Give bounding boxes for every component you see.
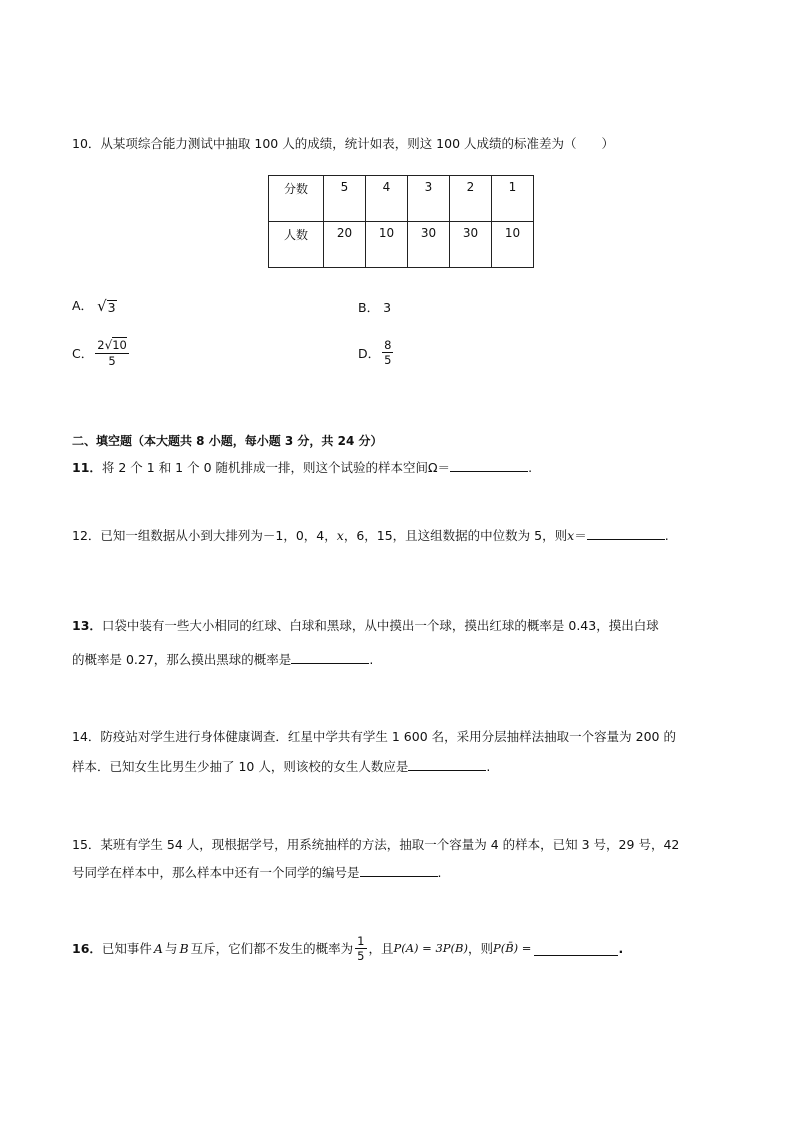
table-cell-header: 人数 bbox=[269, 222, 324, 268]
var-x: x bbox=[336, 528, 344, 543]
q16-text-c: 互斥，它们都不发生的概率为 bbox=[190, 941, 354, 956]
q15-text-line2: 号同学在样本中，那么样本中还有一个同学的编号是 bbox=[72, 865, 360, 880]
fraction-denominator: 5 bbox=[384, 353, 392, 367]
table-row-scores bbox=[269, 176, 534, 222]
q11-text: 将 2 个 1 和 1 个 0 随机排成一排，则这个试验的样本空间Ω＝ bbox=[101, 460, 451, 475]
fraction bbox=[355, 934, 366, 963]
var-b: B bbox=[179, 940, 189, 956]
q13-line2 bbox=[72, 649, 373, 670]
q13-text-line2: 的概率是 0.27，那么摸出黑球的概率是 bbox=[72, 652, 292, 667]
q11 bbox=[72, 457, 532, 478]
fraction-denominator: 5 bbox=[357, 948, 365, 963]
fraction-numerator bbox=[95, 338, 129, 354]
table-cell: 10 bbox=[366, 222, 408, 268]
table-cell: 4 bbox=[366, 176, 408, 222]
q16-text-b: 与 bbox=[164, 941, 178, 956]
answer-blank[interactable] bbox=[534, 941, 618, 956]
var-x: x bbox=[567, 528, 575, 543]
option-b-value: 3 bbox=[383, 300, 392, 315]
q10-text: 10．从某项综合能力测试中抽取 100 人的成绩，统计如表，则这 100 人成绩的标准差为（ ） bbox=[72, 136, 615, 151]
option-c bbox=[72, 338, 131, 368]
q16 bbox=[72, 930, 623, 966]
period: . bbox=[528, 460, 533, 475]
q16-number: 16． bbox=[72, 941, 102, 956]
option-d bbox=[358, 338, 395, 367]
period: . bbox=[664, 528, 669, 543]
fraction-denominator: 5 bbox=[108, 354, 116, 368]
period: . bbox=[437, 865, 442, 880]
option-b-label: B． bbox=[358, 300, 380, 315]
radicand: 10 bbox=[112, 338, 127, 352]
q16-text-d: ，且 bbox=[368, 941, 394, 956]
q11-number: 11． bbox=[72, 460, 102, 475]
q13-text-line1: 口袋中装有一些大小相同的红球、白球和黑球，从中摸出一个球，摸出红球的概率是 0.43，摸出白球 bbox=[101, 618, 659, 633]
q15-line2 bbox=[72, 862, 442, 883]
table-cell: 1 bbox=[492, 176, 534, 222]
option-a bbox=[72, 296, 117, 314]
table-row-counts bbox=[269, 222, 534, 268]
radical-sign-icon: √ bbox=[104, 338, 113, 352]
q12-text-a: 12．已知一组数据从小到大排列为－1，0，4， bbox=[72, 528, 337, 543]
fraction-numerator: 8 bbox=[384, 338, 392, 352]
radicand: 3 bbox=[107, 300, 116, 315]
fraction bbox=[382, 338, 393, 367]
table-cell: 30 bbox=[408, 222, 450, 268]
option-c-label: C． bbox=[72, 346, 94, 361]
table-cell: 2 bbox=[450, 176, 492, 222]
table-cell: 10 bbox=[492, 222, 534, 268]
answer-blank[interactable] bbox=[291, 649, 369, 664]
table-cell-header: 分数 bbox=[269, 176, 324, 222]
fraction-numerator: 1 bbox=[357, 933, 365, 948]
table-cell: 5 bbox=[324, 176, 366, 222]
radical-sign-icon: √ bbox=[97, 297, 107, 315]
option-b bbox=[358, 298, 391, 316]
section-heading: 二、填空题（本大题共 8 小题，每小题 3 分，共 24 分） bbox=[72, 434, 383, 448]
q14-line1: 14．防疫站对学生进行身体健康调查．红星中学共有学生 1 600 名，采用分层抽样法抽取一个容量为 200 的 bbox=[72, 729, 676, 744]
q12-text-c: ＝ bbox=[574, 528, 587, 543]
answer-blank[interactable] bbox=[360, 862, 438, 877]
coefficient: 2 bbox=[97, 338, 105, 352]
score-table bbox=[268, 175, 534, 268]
fraction bbox=[95, 338, 129, 368]
option-a-label: A． bbox=[72, 298, 94, 313]
q13-number: 13． bbox=[72, 618, 102, 633]
q15-line1: 15．某班有学生 54 人，现根据学号，用系统抽样的方法，抽取一个容量为 4 的样本，已知 3 号，29 号，42 bbox=[72, 837, 680, 852]
q14-text-line2: 样本．已知女生比男生少抽了 10 人，则该校的女生人数应是 bbox=[72, 759, 409, 774]
answer-blank[interactable] bbox=[450, 457, 528, 472]
q12-text-b: ，6，15，且这组数据的中位数为 5，则 bbox=[343, 528, 568, 543]
answer-blank[interactable] bbox=[408, 756, 486, 771]
q13-line1 bbox=[72, 616, 659, 636]
var-a: A bbox=[153, 940, 163, 956]
q12 bbox=[72, 525, 669, 546]
q16-text-a: 已知事件 bbox=[101, 941, 152, 956]
q16-expression: P(A) = 3P(B) bbox=[393, 941, 468, 955]
table-cell: 30 bbox=[450, 222, 492, 268]
table-cell: 20 bbox=[324, 222, 366, 268]
answer-blank[interactable] bbox=[587, 525, 665, 540]
period: . bbox=[369, 652, 374, 667]
q16-expression-complement: P(B̄) = bbox=[492, 941, 532, 955]
option-d-label: D． bbox=[358, 345, 381, 361]
sqrt-expression bbox=[97, 299, 117, 314]
period: . bbox=[618, 940, 624, 956]
q16-text-e: ，则 bbox=[467, 941, 493, 956]
table-cell: 3 bbox=[408, 176, 450, 222]
period: . bbox=[486, 759, 491, 774]
q14-line2 bbox=[72, 756, 490, 777]
